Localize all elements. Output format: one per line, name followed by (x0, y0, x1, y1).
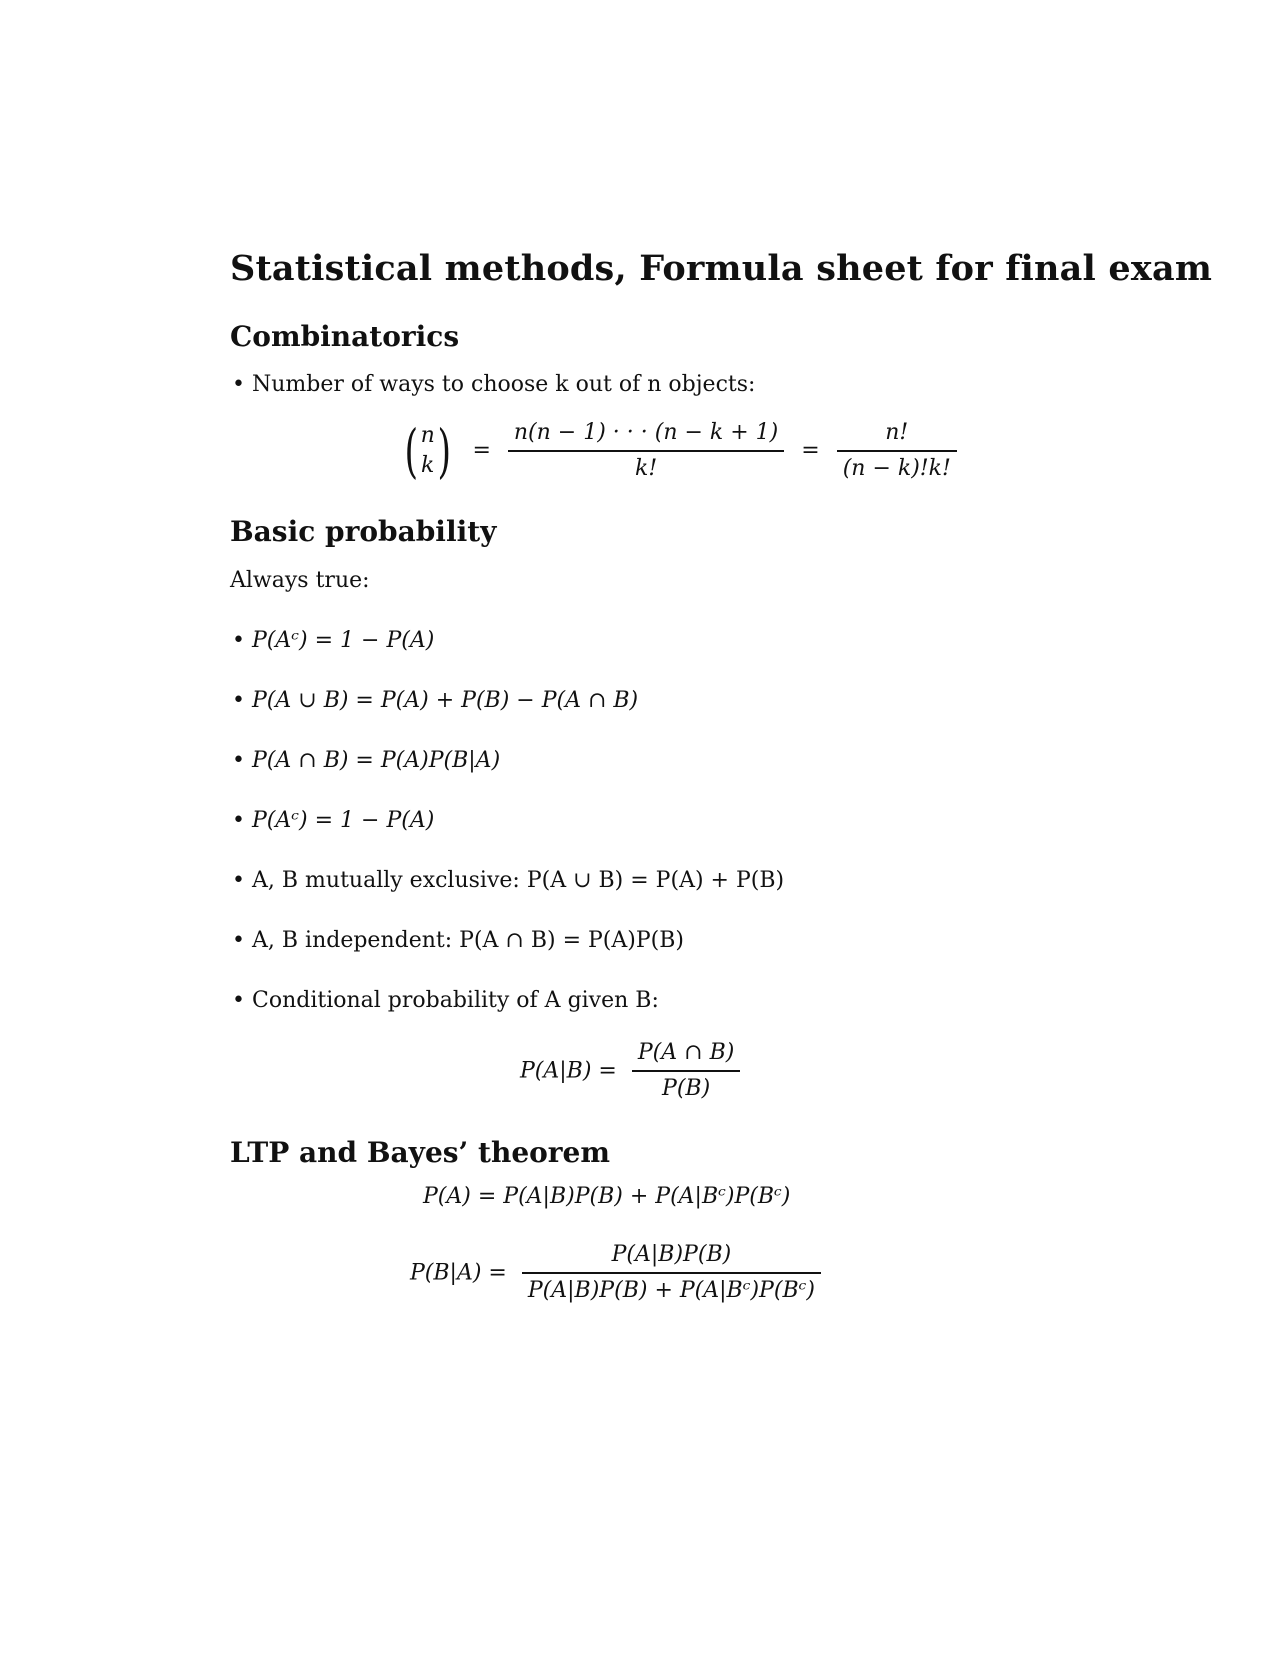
formula-complement: P(Aᶜ) = 1 − P(A) (252, 628, 435, 653)
bullet-dot: • (232, 688, 245, 713)
bullet-dot: • (232, 748, 245, 773)
bullet-dot: • (232, 868, 245, 893)
bullet-dot: • (232, 372, 245, 397)
bullet-dot: • (232, 988, 245, 1013)
bayes-numerator: P(A|B)P(B) (611, 1242, 732, 1267)
bayes-denominator: P(A|B)P(B) + P(A|Bᶜ)P(Bᶜ) (527, 1277, 815, 1303)
fraction-1-denominator: k! (635, 455, 658, 481)
formula-ltp: P(A) = P(A|B)P(B) + P(A|Bᶜ)P(Bᶜ) (423, 1184, 791, 1209)
formula-conditional (520, 1038, 740, 1104)
bullet-complement-repeat (232, 808, 434, 833)
equals-1: = (472, 438, 491, 464)
formula-mutually-exclusive: A, B mutually exclusive: P(A ∪ B) = P(A) + P(B) (252, 868, 785, 893)
fraction-1-numerator: n(n − 1) · · · (n − k + 1) (513, 420, 779, 445)
left-paren: ( (404, 416, 419, 485)
fraction-2-denominator: (n − k)!k! (842, 455, 951, 481)
formula-independent: A, B independent: P(A ∩ B) = P(A)P(B) (252, 928, 684, 953)
fraction-falling-factorial (508, 418, 784, 484)
bullet-independent (232, 928, 684, 953)
bullet-complement (232, 628, 434, 653)
bayes-lhs: P(B|A) = (410, 1260, 507, 1286)
conditional-probability-text: Conditional probability of A given B: (252, 988, 659, 1013)
formula-binomial (400, 418, 957, 484)
always-true-label: Always true: (230, 568, 370, 593)
bullet-combinations-text: Number of ways to choose k out of n objects: (252, 372, 756, 397)
formula-complement-repeat: P(Aᶜ) = 1 − P(A) (252, 808, 435, 833)
bayes-bar (522, 1272, 821, 1274)
fraction-1-bar (508, 450, 784, 452)
formula-union: P(A ∪ B) = P(A) + P(B) − P(A ∩ B) (252, 688, 639, 713)
binom-top: n (420, 422, 435, 448)
conditional-denominator: P(B) (662, 1075, 711, 1101)
bullet-dot: • (232, 628, 245, 653)
heading-combinatorics: Combinatorics (230, 320, 460, 353)
bullet-dot: • (232, 928, 245, 953)
bullet-intersection (232, 748, 500, 773)
fraction-2-numerator: n! (885, 420, 909, 445)
formula-intersection: P(A ∩ B) = P(A)P(B|A) (252, 748, 501, 773)
bullet-union (232, 688, 638, 713)
right-paren: ) (437, 416, 451, 485)
fraction-factorial (837, 418, 957, 484)
bullet-mutually-exclusive (232, 868, 784, 893)
formula-bayes (410, 1240, 821, 1306)
binomial-coefficient (400, 416, 455, 485)
equals-2: = (801, 438, 820, 464)
bullet-dot: • (232, 808, 245, 833)
page-title: Statistical methods, Formula sheet for final exam (230, 248, 1213, 289)
conditional-numerator: P(A ∩ B) (637, 1040, 735, 1065)
fraction-2-bar (837, 450, 957, 452)
bullet-conditional (232, 988, 659, 1013)
bullet-combinations (232, 372, 755, 397)
bayes-fraction (522, 1240, 821, 1306)
conditional-bar (632, 1070, 740, 1072)
heading-ltp-bayes: LTP and Bayes’ theorem (230, 1136, 610, 1169)
binom-bottom: k (421, 452, 435, 478)
conditional-lhs: P(A|B) = (520, 1058, 617, 1084)
conditional-fraction (632, 1038, 740, 1104)
heading-basic-probability: Basic probability (230, 515, 497, 548)
